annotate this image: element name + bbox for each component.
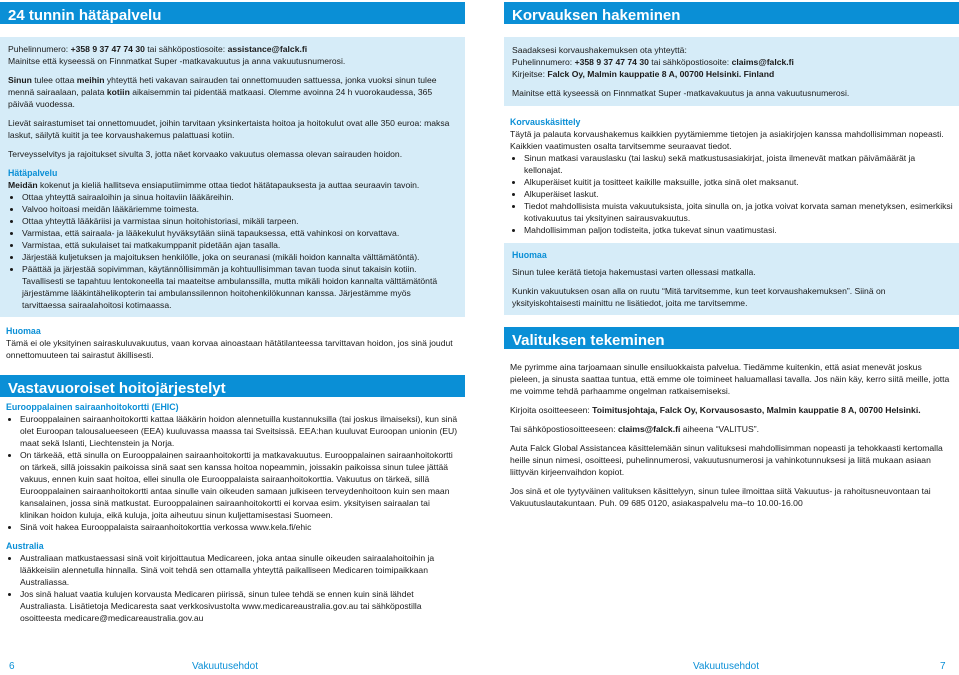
claims-email: claims@falck.fi (731, 57, 794, 67)
right-page (504, 0, 959, 509)
list-item: • On tärkeää, että sinulla on Eurooppalainen sairaanhoitokortti ja matkavakuutus. Eurooppalainen sairaanhoitokortti on tärkeä, sillä joissakin paikoissa sinä saat sen kanssa hoitoa nopeammin, joissakin paikoissa sinun tulee jättää vakuus, ennen kuin saat hoitoa, ellei sinulla ole Eurooppalaista sairaanhoitokorttia. Vakuutus on tärkeä, sillä Eurooppalainen sairaanhoitokortti antaa sinulle vain oikeuden samaan julkiseen terveydenhoitoon kuin sen maan kansalainen, jossa sinä matkustat. Eurooppalainen sairaanhoitokortti ei korvaa esim. yksityisen sairaalan tai klinikan hoidon kuluja, eikä kuluja, joita aiheutuu sinun kuljettamisestasi Suomeen. (20, 449, 459, 521)
australia-title: Australia (6, 541, 44, 551)
emergency-email: assistance@falck.fi (227, 44, 308, 54)
contact-instructions: Sinun tulee ottaa meihin yhteyttä heti vakavan sairauden tai onnettomuuden sattuessa, jonka vuoksi sinun tulee mennä sairaalaan, palata kotiin aikaisemmin tai pidentää matkaasi. Olemme avoinna 24 h vuorokaudessa, 365 päivää vuodessa. (8, 75, 437, 109)
australia-list (6, 552, 459, 624)
list-item: • Järjestää kuljetuksen ja majoituksen henkilölle, joka on seuranasi (mikäli hoidon kannalta välttämätöntä). (22, 251, 457, 263)
claims-phone: +358 9 37 47 74 30 (574, 57, 649, 67)
claims-processing-title: Korvauskäsittely (510, 117, 581, 127)
note-title: Huomaa (6, 326, 41, 336)
list-item: • Päättää ja järjestää sopivimman, käytännöllisimmän ja kohtuullisimman tavan tuoda sinut takaisin kotiin. Tavallisesti se tapahtuu lentokoneella tai maateitse ambulanssilla, mutta mikäli hoidon kannalta välttämätöntä järjestämme lääkintähelikopterin tai ambulanssilennon hoitohenkilökunnan kanssa. Järjestämme myös tarvittaessa sairaalahoitosi kotimaassa. (22, 263, 457, 311)
claims-note-box: Huomaa Sinun tulee kerätä tietoja hakemustasi varten ollessasi matkalla. Kunkin vakuutuksen osan alla on ruutu “Mitä tarvitsemme, kun teet korvaushakemuksen”. Siinä on yksityiskohtaisesti mainittu ne lisätiedot, joita me tarvitsemme. (504, 243, 959, 315)
note-text: Tämä ei ole yksityinen sairaskuluvakuutus, vaan korvaa ainoastaan hätätilanteessa tarvittavan hoidon, jos sinä joudut onnettomuuteen tai sairastut äkillisesti. (6, 338, 453, 360)
reciprocal-header: Vastavuoroiset hoitojärjestelyt (0, 375, 465, 397)
ehic-list (6, 413, 459, 533)
list-item: • Australiaan matkustaessasi sinä voit kirjoittautua Medicareen, joka antaa sinulle oikeuden sairaalahoitoihin ja lääkkeisiin alennetulla hinnalla. Sinä voit tehdä sen ottamalla yhteyttä paikalliseen Medicaren toimipaikkaan Australiassa. (20, 552, 459, 588)
ehic-section (0, 401, 465, 624)
emergency-header: 24 tunnin hätäpalvelu (0, 2, 465, 24)
list-item: • Ottaa yhteyttä sairaaloihin ja sinua hoitaviin lääkäreihin. (22, 191, 457, 203)
phone-line: Puhelinnumero: +358 9 37 47 74 30 tai sähköpostiosoite: assistance@falck.fi Mainitse että kyseessä on Finnmatkat Super -matkavakuutus ja anna vakuutusnumerosi. (8, 44, 346, 66)
emergency-service-title: Hätäpalvelu (8, 168, 58, 178)
complaint-header: Valituksen tekeminen (504, 327, 959, 349)
page-number-right: 7 (940, 661, 946, 672)
list-item: • Varmistaa, että sukulaiset tai matkakumppanit pidetään ajan tasalla. (22, 239, 457, 251)
emergency-phone: +358 9 37 47 74 30 (70, 44, 145, 54)
list-item: • Valvoo hoitoasi meidän lääkäriemme toimesta. (22, 203, 457, 215)
list-item: • Mahdollisimman paljon todisteita, jotka tukevat sinun vaatimustasi. (524, 224, 953, 236)
page-number-left: 6 (9, 661, 15, 672)
minor-illness-text: Lievät sairastumiset tai onnettomuudet, joihin tarvitaan yksinkertaista hoitoa ja hoitokulut ovat alle 350 euroa: maksa laskut, säilytä kuitit ja tee korvaushakemus palattuasi kotiin. (8, 118, 450, 140)
footer-title-right: Vakuutusehdot (693, 661, 759, 672)
list-item: • Jos sinä haluat vaatia kulujen korvausta Medicaren piirissä, sinun tulee tehdä se ennen kuin sinä lähdet Australiasta. Lisätietoja Medicaresta saat verkkosivustolta www.medicareaustralia.gov.au tai sähköpostilla osoitteesta medicare@medicareaustralia.gov.au (20, 588, 459, 624)
list-item: • Sinä voit hakea Eurooppalaista sairaanhoitokorttia verkossa www.kela.fi/ehic (20, 521, 459, 533)
list-item: • Alkuperäiset kuitit ja tositteet kaikille maksuille, jotka sinä olet maksanut. (524, 176, 953, 188)
list-item: • Eurooppalainen sairaanhoitokortti kattaa lääkärin hoidon alennetuilla kustannuksilla (tai joskus ilmaiseksi), kun sinä olet Euroopan talousalueeseen (EEA) kuuluvassa maassa tai Sveitsissä. EEA:han kuuluvat Euroopan unionin (EU) maat sekä Islanti, Liechtenstein ja Norja. (20, 413, 459, 449)
claims-contact-box (504, 37, 959, 106)
claims-note-title: Huomaa (512, 250, 547, 260)
list-item: • Sinun matkasi varauslasku (tai lasku) sekä matkustusasiakirjat, joista ilmenevät matkan päivämäärät ja kellonajat. (524, 152, 953, 176)
claims-header: Korvauksen hakeminen (504, 2, 959, 24)
list-item: • Ottaa yhteyttä lääkäriisi ja varmistaa sinun hoitohistoriasi, mikäli tarpeen. (22, 215, 457, 227)
left-page (0, 0, 465, 624)
footer-title-left: Vakuutusehdot (192, 661, 258, 672)
ehic-title: Eurooppalainen sairaanhoitokortti (EHIC) (6, 402, 179, 412)
claims-requirements-list (510, 152, 953, 236)
claims-address: Falck Oy, Malmin kauppatie 8 A, 00700 Helsinki. Finland (547, 69, 775, 79)
emergency-info-box (0, 37, 465, 317)
claims-mention-text: Mainitse että kyseessä on Finnmatkat Super -matkavakuutus ja anna vakuutusnumerosi. (512, 88, 850, 98)
list-item: • Alkuperäiset laskut. (524, 188, 953, 200)
claims-contact-lines: Saadaksesi korvaushakemuksen ota yhteyttä: Puhelinnumero: +358 9 37 47 74 30 tai sähköpostiosoite: claims@falck.fi Kirjeitse: Falck Oy, Malmin kauppatie 8 A, 00700 Helsinki. Finland (512, 45, 794, 79)
list-item: • Varmistaa, että sairaala- ja lääkekulut hyväksytään siinä tapauksessa, että vahinkosi on korvattava. (22, 227, 457, 239)
list-item: • Tiedot mahdollisista muista vakuutuksista, joita sinulla on, ja jotka voivat korvata saman menetyksen, esimerkiksi kotivakuutus tai yksityinen sairausvakuutus. (524, 200, 953, 224)
complaint-section: Me pyrimme aina tarjoamaan sinulle ensiluokkaista palvelua. Tiedämme kuitenkin, että asiat menevät joskus pieleen, ja sinusta saattaa tuntua, että emme ole toimineet haluamallasi tavalla. Jos näin käy, kerro siitä meille, jotta me voimme tehdä parhaamme ongelman ratkaisemiseksi. Kirjoita osoitteeseen: Toimitusjohtaja, Falck Oy, Korvausosasto, Malmin kauppatie 8 A, 00700 Helsinki. Tai sähköpostiosoitteeseen: claims@falck.fi aiheena “VALITUS”. Auta Falck Global Assistancea käsittelemään sinun valituksesi mahdollisimman nopeasti ja tehokkaasti kertomalla heille sinun nimesi, osoitteesi, puhelinnumerosi, vakuutusnumerosi ja vahinkotunnuksesi ja liitä mukaan asiaan liittyvän kirjeenvaihdon kopiot. Jos sinä et ole tyytyväinen valituksen käsittelyyn, sinun tulee ilmoittaa siitä Vakuutus- ja rahoitusneuvontaan tai Vakuutuslautakuntaan. Puh. 09 685 0120, asiakaspalvelu ma–to 10.00-16.00 (510, 362, 950, 508)
note-section (0, 325, 465, 361)
emergency-service-list (8, 191, 457, 311)
health-statement-text: Terveysselvitys ja rajoitukset sivulta 3, jotta näet korvaako vakuutus olemassa olevan sairauden hoidon. (8, 149, 403, 159)
claims-processing-section: Korvauskäsittely Täytä ja palauta korvaushakemus kaikkien pyytämiemme tietojen ja asiakirjojen kanssa mahdollisimman nopeasti. Kaikkien vaatimusten osalta tarvitsemme seuraavat tiedot. • Sinun matkasi varauslasku (tai lasku) sekä matkustusasiakirjat, joista ilmenevät matkan päivämäärät ja kellonajat. • Alkuperäiset kuitit ja tositteet kaikille maksuille, jotka sinä olet maksanut. • Alkuperäiset laskut. • Tiedot mahdollisista muista vakuutuksista, joita sinulla on, ja jotka voivat korvata saman menetyksen, esimerkiksi kotivakuutus tai yksityinen sairausvakuutus. • Mahdollisimman paljon todisteita, jotka tukevat sinun vaatimustasi. (504, 116, 959, 236)
emergency-service-intro: Meidän kokenut ja kieliä hallitseva ensiaputiimimme ottaa tiedot hätätapauksesta ja auttaa seuraavin tavoin. (8, 180, 420, 190)
